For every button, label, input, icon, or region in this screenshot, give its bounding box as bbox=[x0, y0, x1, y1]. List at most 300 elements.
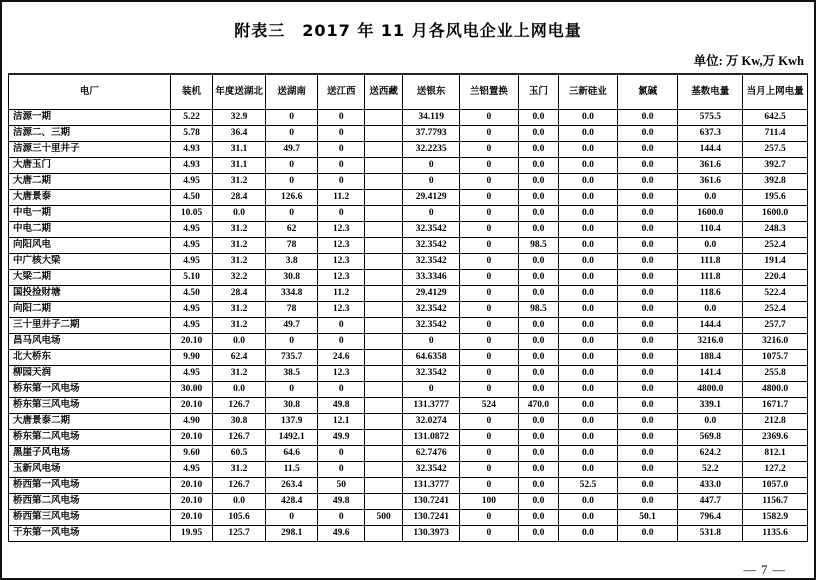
value-cell: 0.0 bbox=[617, 334, 678, 350]
table-row bbox=[9, 526, 808, 542]
value-cell bbox=[364, 222, 402, 238]
value-cell: 0.0 bbox=[518, 222, 558, 238]
value-cell: 49.7 bbox=[265, 318, 318, 334]
table-row bbox=[9, 478, 808, 494]
value-cell: 50.1 bbox=[617, 510, 678, 526]
value-cell: 50 bbox=[318, 478, 365, 494]
value-cell: 255.8 bbox=[743, 366, 808, 382]
value-cell: 3216.0 bbox=[743, 334, 808, 350]
value-cell: 31.1 bbox=[213, 158, 266, 174]
value-cell: 34.119 bbox=[403, 110, 460, 126]
value-cell: 361.6 bbox=[678, 174, 743, 190]
table-row bbox=[9, 334, 808, 350]
value-cell: 0 bbox=[460, 222, 519, 238]
value-cell: 0 bbox=[318, 206, 365, 222]
value-cell: 0.0 bbox=[559, 398, 618, 414]
value-cell: 334.8 bbox=[265, 286, 318, 302]
plant-name-cell: 北大桥东 bbox=[9, 350, 171, 366]
value-cell: 0 bbox=[460, 238, 519, 254]
value-cell: 1075.7 bbox=[743, 350, 808, 366]
value-cell bbox=[364, 206, 402, 222]
value-cell bbox=[364, 126, 402, 142]
value-cell: 0.0 bbox=[213, 382, 266, 398]
value-cell: 0.0 bbox=[617, 174, 678, 190]
value-cell: 575.5 bbox=[678, 110, 743, 126]
value-cell: 78 bbox=[265, 238, 318, 254]
value-cell: 105.6 bbox=[213, 510, 266, 526]
value-cell: 0.0 bbox=[518, 174, 558, 190]
value-cell: 32.3542 bbox=[403, 366, 460, 382]
value-cell: 29.4129 bbox=[403, 286, 460, 302]
value-cell: 1492.1 bbox=[265, 430, 318, 446]
value-cell: 0.0 bbox=[617, 494, 678, 510]
value-cell: 32.3542 bbox=[403, 302, 460, 318]
value-cell: 0.0 bbox=[617, 254, 678, 270]
value-cell: 0.0 bbox=[518, 478, 558, 494]
value-cell: 637.3 bbox=[678, 126, 743, 142]
value-cell: 0 bbox=[460, 526, 519, 542]
value-cell: 131.3777 bbox=[403, 478, 460, 494]
value-cell: 735.7 bbox=[265, 350, 318, 366]
value-cell: 0.0 bbox=[678, 238, 743, 254]
value-cell: 212.8 bbox=[743, 414, 808, 430]
value-cell: 4800.0 bbox=[678, 382, 743, 398]
value-cell: 0 bbox=[460, 270, 519, 286]
page-number: — 7 — bbox=[743, 563, 786, 577]
value-cell: 20.10 bbox=[170, 334, 212, 350]
value-cell: 257.5 bbox=[743, 142, 808, 158]
value-cell: 191.4 bbox=[743, 254, 808, 270]
value-cell: 1600.0 bbox=[678, 206, 743, 222]
value-cell: 12.3 bbox=[318, 222, 365, 238]
table-row bbox=[9, 446, 808, 462]
value-cell: 64.6 bbox=[265, 446, 318, 462]
value-cell: 0.0 bbox=[559, 302, 618, 318]
plant-name-cell: 大唐景泰 bbox=[9, 190, 171, 206]
value-cell: 126.7 bbox=[213, 430, 266, 446]
value-cell: 0 bbox=[318, 158, 365, 174]
value-cell: 1671.7 bbox=[743, 398, 808, 414]
table-header-row bbox=[9, 74, 808, 110]
value-cell: 0.0 bbox=[559, 142, 618, 158]
column-header: 氯碱 bbox=[617, 74, 678, 110]
value-cell: 141.4 bbox=[678, 366, 743, 382]
value-cell: 4.95 bbox=[170, 174, 212, 190]
value-cell: 0.0 bbox=[617, 190, 678, 206]
column-header: 电厂 bbox=[9, 74, 171, 110]
table-row bbox=[9, 238, 808, 254]
value-cell bbox=[364, 494, 402, 510]
value-cell: 0.0 bbox=[518, 126, 558, 142]
value-cell: 36.4 bbox=[213, 126, 266, 142]
value-cell: 64.6358 bbox=[403, 350, 460, 366]
value-cell: 0.0 bbox=[617, 446, 678, 462]
value-cell: 98.5 bbox=[518, 238, 558, 254]
value-cell: 31.2 bbox=[213, 302, 266, 318]
plant-name-cell: 中电二期 bbox=[9, 222, 171, 238]
value-cell bbox=[364, 318, 402, 334]
plant-name-cell: 洁源三十里井子 bbox=[9, 142, 171, 158]
column-header: 装机 bbox=[170, 74, 212, 110]
value-cell: 0 bbox=[460, 382, 519, 398]
plant-name-cell: 国投捡财塘 bbox=[9, 286, 171, 302]
plant-name-cell: 干东第一风电场 bbox=[9, 526, 171, 542]
value-cell: 0.0 bbox=[617, 318, 678, 334]
value-cell: 0.0 bbox=[559, 254, 618, 270]
value-cell: 220.4 bbox=[743, 270, 808, 286]
value-cell: 32.2235 bbox=[403, 142, 460, 158]
value-cell: 0.0 bbox=[559, 382, 618, 398]
value-cell: 0.0 bbox=[518, 254, 558, 270]
value-cell: 0.0 bbox=[518, 382, 558, 398]
plant-name-cell: 中广核大梁 bbox=[9, 254, 171, 270]
value-cell: 31.2 bbox=[213, 174, 266, 190]
value-cell: 33.3346 bbox=[403, 270, 460, 286]
value-cell: 0 bbox=[460, 190, 519, 206]
column-header: 送江西 bbox=[318, 74, 365, 110]
value-cell: 0.0 bbox=[518, 430, 558, 446]
table-row bbox=[9, 126, 808, 142]
page-title: 附表三 2017 年 11 月各风电企业上网电量 bbox=[234, 21, 582, 40]
value-cell bbox=[364, 110, 402, 126]
value-cell: 32.3542 bbox=[403, 318, 460, 334]
value-cell: 62.4 bbox=[213, 350, 266, 366]
value-cell: 30.8 bbox=[213, 414, 266, 430]
table-row bbox=[9, 462, 808, 478]
value-cell: 0.0 bbox=[617, 414, 678, 430]
value-cell: 32.9 bbox=[213, 110, 266, 126]
value-cell: 392.8 bbox=[743, 174, 808, 190]
value-cell: 0 bbox=[460, 510, 519, 526]
value-cell: 0.0 bbox=[518, 158, 558, 174]
value-cell: 0 bbox=[460, 158, 519, 174]
value-cell: 3216.0 bbox=[678, 334, 743, 350]
value-cell: 11.2 bbox=[318, 286, 365, 302]
value-cell: 0.0 bbox=[617, 462, 678, 478]
value-cell: 531.8 bbox=[678, 526, 743, 542]
value-cell: 0 bbox=[460, 446, 519, 462]
table-row bbox=[9, 350, 808, 366]
value-cell: 32.3542 bbox=[403, 462, 460, 478]
value-cell: 28.4 bbox=[213, 286, 266, 302]
plant-name-cell: 桥东第三风电场 bbox=[9, 398, 171, 414]
value-cell bbox=[364, 398, 402, 414]
value-cell: 0 bbox=[460, 462, 519, 478]
value-cell: 2369.6 bbox=[743, 430, 808, 446]
value-cell: 20.10 bbox=[170, 430, 212, 446]
value-cell: 125.7 bbox=[213, 526, 266, 542]
value-cell: 0.0 bbox=[518, 286, 558, 302]
value-cell: 5.22 bbox=[170, 110, 212, 126]
value-cell: 0 bbox=[460, 350, 519, 366]
value-cell: 0.0 bbox=[617, 526, 678, 542]
value-cell: 4.50 bbox=[170, 190, 212, 206]
column-header: 年度送湖北 bbox=[213, 74, 266, 110]
value-cell: 0.0 bbox=[559, 350, 618, 366]
value-cell: 32.0274 bbox=[403, 414, 460, 430]
value-cell: 0.0 bbox=[559, 158, 618, 174]
value-cell: 0.0 bbox=[559, 238, 618, 254]
value-cell: 118.6 bbox=[678, 286, 743, 302]
value-cell: 0.0 bbox=[518, 190, 558, 206]
value-cell: 0.0 bbox=[559, 318, 618, 334]
value-cell bbox=[364, 478, 402, 494]
value-cell: 447.7 bbox=[678, 494, 743, 510]
value-cell: 433.0 bbox=[678, 478, 743, 494]
table-row bbox=[9, 366, 808, 382]
value-cell: 52.2 bbox=[678, 462, 743, 478]
value-cell: 12.1 bbox=[318, 414, 365, 430]
value-cell: 10.05 bbox=[170, 206, 212, 222]
value-cell: 31.2 bbox=[213, 366, 266, 382]
value-cell: 1582.9 bbox=[743, 510, 808, 526]
value-cell: 0.0 bbox=[559, 414, 618, 430]
value-cell: 0.0 bbox=[678, 414, 743, 430]
value-cell: 0.0 bbox=[559, 526, 618, 542]
value-cell bbox=[364, 382, 402, 398]
table-row bbox=[9, 510, 808, 526]
value-cell: 0.0 bbox=[559, 174, 618, 190]
plant-name-cell: 大梁二期 bbox=[9, 270, 171, 286]
value-cell: 12.3 bbox=[318, 302, 365, 318]
plant-name-cell: 桥东第一风电场 bbox=[9, 382, 171, 398]
value-cell: 49.8 bbox=[318, 494, 365, 510]
value-cell: 0 bbox=[318, 462, 365, 478]
value-cell: 0.0 bbox=[213, 334, 266, 350]
value-cell bbox=[364, 446, 402, 462]
value-cell bbox=[364, 302, 402, 318]
value-cell: 248.3 bbox=[743, 222, 808, 238]
value-cell: 31.2 bbox=[213, 238, 266, 254]
value-cell: 0 bbox=[460, 110, 519, 126]
value-cell: 0.0 bbox=[518, 110, 558, 126]
value-cell: 4.93 bbox=[170, 158, 212, 174]
column-header: 送西藏 bbox=[364, 74, 402, 110]
value-cell: 0.0 bbox=[617, 110, 678, 126]
plant-name-cell: 洁源一期 bbox=[9, 110, 171, 126]
table-row bbox=[9, 414, 808, 430]
table-row bbox=[9, 158, 808, 174]
value-cell: 569.8 bbox=[678, 430, 743, 446]
value-cell: 624.2 bbox=[678, 446, 743, 462]
value-cell: 0.0 bbox=[518, 366, 558, 382]
value-cell: 28.4 bbox=[213, 190, 266, 206]
value-cell: 0.0 bbox=[559, 510, 618, 526]
plant-name-cell: 桥西第一风电场 bbox=[9, 478, 171, 494]
value-cell: 0.0 bbox=[559, 494, 618, 510]
value-cell: 31.2 bbox=[213, 462, 266, 478]
value-cell bbox=[364, 334, 402, 350]
value-cell: 0.0 bbox=[213, 206, 266, 222]
value-cell: 31.2 bbox=[213, 222, 266, 238]
value-cell: 0 bbox=[460, 430, 519, 446]
value-cell: 12.3 bbox=[318, 270, 365, 286]
value-cell: 0 bbox=[265, 382, 318, 398]
value-cell: 0.0 bbox=[559, 366, 618, 382]
value-cell: 0 bbox=[265, 158, 318, 174]
value-cell: 298.1 bbox=[265, 526, 318, 542]
value-cell: 470.0 bbox=[518, 398, 558, 414]
value-cell: 31.2 bbox=[213, 254, 266, 270]
value-cell: 127.2 bbox=[743, 462, 808, 478]
value-cell: 522.4 bbox=[743, 286, 808, 302]
value-cell: 144.4 bbox=[678, 142, 743, 158]
value-cell: 711.4 bbox=[743, 126, 808, 142]
plant-name-cell: 黑崖子风电场 bbox=[9, 446, 171, 462]
value-cell bbox=[364, 174, 402, 190]
value-cell: 0 bbox=[460, 478, 519, 494]
value-cell: 0 bbox=[460, 366, 519, 382]
value-cell bbox=[364, 350, 402, 366]
value-cell: 24.6 bbox=[318, 350, 365, 366]
plant-name-cell: 向阳二期 bbox=[9, 302, 171, 318]
value-cell: 0 bbox=[318, 382, 365, 398]
plant-name-cell: 桥东第二风电场 bbox=[9, 430, 171, 446]
value-cell: 32.3542 bbox=[403, 254, 460, 270]
value-cell: 78 bbox=[265, 302, 318, 318]
unit-label: 单位: 万 Kw,万 Kwh bbox=[693, 54, 804, 68]
value-cell: 38.5 bbox=[265, 366, 318, 382]
value-cell: 111.8 bbox=[678, 254, 743, 270]
table-row bbox=[9, 110, 808, 126]
value-cell: 4.95 bbox=[170, 462, 212, 478]
value-cell: 0 bbox=[265, 334, 318, 350]
value-cell: 60.5 bbox=[213, 446, 266, 462]
value-cell: 49.9 bbox=[318, 430, 365, 446]
value-cell: 0.0 bbox=[559, 430, 618, 446]
table-row bbox=[9, 398, 808, 414]
value-cell: 131.0872 bbox=[403, 430, 460, 446]
value-cell: 0.0 bbox=[617, 398, 678, 414]
value-cell: 257.7 bbox=[743, 318, 808, 334]
value-cell: 49.8 bbox=[318, 398, 365, 414]
value-cell: 12.3 bbox=[318, 238, 365, 254]
value-cell: 0 bbox=[460, 254, 519, 270]
value-cell: 252.4 bbox=[743, 238, 808, 254]
value-cell: 0.0 bbox=[518, 350, 558, 366]
value-cell: 0.0 bbox=[617, 238, 678, 254]
value-cell: 1600.0 bbox=[743, 206, 808, 222]
value-cell: 4.93 bbox=[170, 142, 212, 158]
plant-name-cell: 大唐玉门 bbox=[9, 158, 171, 174]
value-cell: 98.5 bbox=[518, 302, 558, 318]
value-cell: 0 bbox=[460, 126, 519, 142]
table-row bbox=[9, 286, 808, 302]
value-cell: 0.0 bbox=[559, 126, 618, 142]
column-header: 兰铝置换 bbox=[460, 74, 519, 110]
value-cell: 31.2 bbox=[213, 318, 266, 334]
value-cell: 126.6 bbox=[265, 190, 318, 206]
value-cell: 0.0 bbox=[559, 110, 618, 126]
value-cell: 20.10 bbox=[170, 510, 212, 526]
value-cell: 11.2 bbox=[318, 190, 365, 206]
plant-name-cell: 三十里井子二期 bbox=[9, 318, 171, 334]
value-cell: 0.0 bbox=[559, 222, 618, 238]
value-cell: 52.5 bbox=[559, 478, 618, 494]
value-cell: 130.7241 bbox=[403, 494, 460, 510]
table-row bbox=[9, 302, 808, 318]
table-row bbox=[9, 190, 808, 206]
value-cell: 0 bbox=[265, 206, 318, 222]
value-cell: 62 bbox=[265, 222, 318, 238]
value-cell: 30.00 bbox=[170, 382, 212, 398]
value-cell: 4.90 bbox=[170, 414, 212, 430]
value-cell: 0 bbox=[403, 334, 460, 350]
value-cell: 0.0 bbox=[559, 462, 618, 478]
column-header: 三新硅业 bbox=[559, 74, 618, 110]
value-cell: 4.95 bbox=[170, 238, 212, 254]
table-row bbox=[9, 222, 808, 238]
value-cell: 0.0 bbox=[617, 350, 678, 366]
value-cell bbox=[364, 238, 402, 254]
value-cell: 188.4 bbox=[678, 350, 743, 366]
value-cell: 0.0 bbox=[617, 286, 678, 302]
value-cell: 0 bbox=[318, 510, 365, 526]
value-cell: 812.1 bbox=[743, 446, 808, 462]
value-cell: 5.78 bbox=[170, 126, 212, 142]
plant-name-cell: 大唐二期 bbox=[9, 174, 171, 190]
value-cell: 20.10 bbox=[170, 494, 212, 510]
value-cell: 0 bbox=[460, 206, 519, 222]
value-cell: 32.3542 bbox=[403, 222, 460, 238]
value-cell: 110.4 bbox=[678, 222, 743, 238]
plant-name-cell: 昌马风电场 bbox=[9, 334, 171, 350]
value-cell bbox=[364, 190, 402, 206]
value-cell: 500 bbox=[364, 510, 402, 526]
value-cell: 37.7793 bbox=[403, 126, 460, 142]
value-cell: 20.10 bbox=[170, 398, 212, 414]
table-body bbox=[9, 110, 808, 542]
value-cell: 32.3542 bbox=[403, 238, 460, 254]
value-cell: 0 bbox=[460, 286, 519, 302]
value-cell: 12.3 bbox=[318, 366, 365, 382]
value-cell: 32.2 bbox=[213, 270, 266, 286]
plant-name-cell: 桥西第二风电场 bbox=[9, 494, 171, 510]
value-cell: 0 bbox=[318, 334, 365, 350]
value-cell: 0 bbox=[318, 142, 365, 158]
value-cell: 0.0 bbox=[518, 318, 558, 334]
value-cell: 4800.0 bbox=[743, 382, 808, 398]
value-cell: 0.0 bbox=[559, 446, 618, 462]
value-cell bbox=[364, 366, 402, 382]
value-cell: 0 bbox=[460, 302, 519, 318]
value-cell bbox=[364, 462, 402, 478]
value-cell: 62.7476 bbox=[403, 446, 460, 462]
value-cell: 4.95 bbox=[170, 366, 212, 382]
wind-power-table bbox=[8, 73, 808, 542]
plant-name-cell: 玉新风电场 bbox=[9, 462, 171, 478]
value-cell: 0.0 bbox=[617, 142, 678, 158]
table-row bbox=[9, 254, 808, 270]
value-cell: 263.4 bbox=[265, 478, 318, 494]
value-cell: 0.0 bbox=[617, 126, 678, 142]
table-row bbox=[9, 494, 808, 510]
value-cell: 0 bbox=[265, 110, 318, 126]
value-cell: 0 bbox=[460, 174, 519, 190]
value-cell: 0 bbox=[318, 110, 365, 126]
value-cell bbox=[364, 526, 402, 542]
value-cell: 252.4 bbox=[743, 302, 808, 318]
value-cell: 0.0 bbox=[518, 446, 558, 462]
value-cell: 0 bbox=[403, 158, 460, 174]
value-cell: 3.8 bbox=[265, 254, 318, 270]
value-cell: 49.6 bbox=[318, 526, 365, 542]
value-cell: 1156.7 bbox=[743, 494, 808, 510]
value-cell: 0.0 bbox=[617, 478, 678, 494]
value-cell: 0.0 bbox=[518, 142, 558, 158]
value-cell: 1057.0 bbox=[743, 478, 808, 494]
value-cell: 0 bbox=[318, 446, 365, 462]
